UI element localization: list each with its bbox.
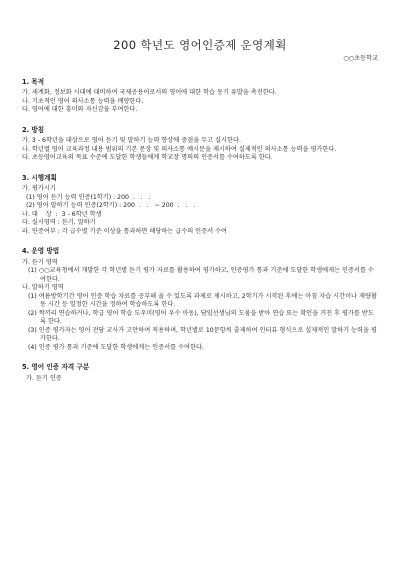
list-item: (1) 여름방학기간 영어 인증 학습 자료를 공부해 올 수 있도록 과제로 제시하고, 2학기가 시작된 후에는 아침 자습 시간이나 재량활동 시간 등 일정한 시간을 정하여 학습하도록 한다. [28,292,377,308]
list-item: (1) ○○교육청에서 개발한 각 학년별 듣기 평가 자료를 활용하여 평가하고, 인증평가 통과 기준에 도달한 학생에게는 인증서를 수여한다. [28,267,374,283]
list-item: (1) 영어 듣기 능력 인증(1학기) : 200 . . . [26,193,151,201]
list-item: 다. 초등영어교육의 목표 수준에 도달한 학생들에게 학교장 명의의 인증서를 수여하도록 한다. [22,154,273,161]
list-item: 나. 말하기 영역 [22,284,64,291]
list-item: 가. 평가시기 [22,185,56,192]
section-heading: 3. 시행계획 [22,173,57,182]
list-item: 가. 듣기 인증 [26,374,62,382]
page-title: 200 학년도 영어인증제 운영계획 [113,38,287,52]
section-plan [22,174,378,237]
list-item: 가. 세계화, 정보화 시대에 대비하여 국제공용어로서의 영어에 대한 학습 동기 유발을 촉진한다. [22,89,277,96]
list-item: (4) 인증 평가 통과 기준에 도달한 학생에게는 인증서를 수여한다. [28,343,204,351]
section-policy [22,126,378,163]
list-item: 나. 학년별 영어 교육과정 내용 범위의 기본 문장 및 의사소통 예시문을 제시하여 실제적인 의사소통 능력을 평가한다. [22,145,337,153]
list-item: (2) 영어 말하기 능력 인증(2학기) : 200 . . ~ 200 . . . [26,202,196,209]
section-purpose [22,78,378,115]
list-item: 가. 3 - 6학년을 대상으로 영어 듣기 및 말하기 능력 향상에 중점을 두고 실시한다. [22,137,241,144]
list-item: 나. 기초적인 영어 의사소통 능력을 배양한다. [22,97,144,105]
school-name: ○○초등학교 [343,55,378,62]
list-item: 나. 대 상 : 3 - 6학년 학생 [22,210,102,218]
list-item: 다. 실시영역 : 듣기, 말하기 [22,219,96,226]
section-method [22,247,378,352]
list-item: 가. 듣기 영역 [22,258,58,266]
section-heading: 5. 영어 인증 자격 구분 [22,363,90,371]
section-heading: 4. 운영 방법 [22,247,60,255]
section-heading: 1. 목적 [22,77,45,86]
list-item: (3) 인증 평가자는 영어 전담 교사가 고안하여 적용하며, 학년별로 10문항씩 출제하여 인터뷰 형식으로 실제적인 말하기 능력을 평가한다. [28,326,377,342]
list-item: (2) 짝끼리 연습하거나, 학급 영어 학습 도우미(영어 우수 아동), 담임선생님의 도움을 받아 연습 또는 확인을 거친 후 평가를 받도록 한다. [28,309,374,325]
section-heading: 2. 방침 [22,125,45,134]
list-item: 라. 인증여부 : 각 급수별 기준 이상을 통과하면 해당하는 급수의 인증서 수여 [22,227,227,235]
section-qualification [22,363,378,383]
list-item: 다. 영어에 대한 흥미와 자신감을 부여한다. [22,106,138,113]
